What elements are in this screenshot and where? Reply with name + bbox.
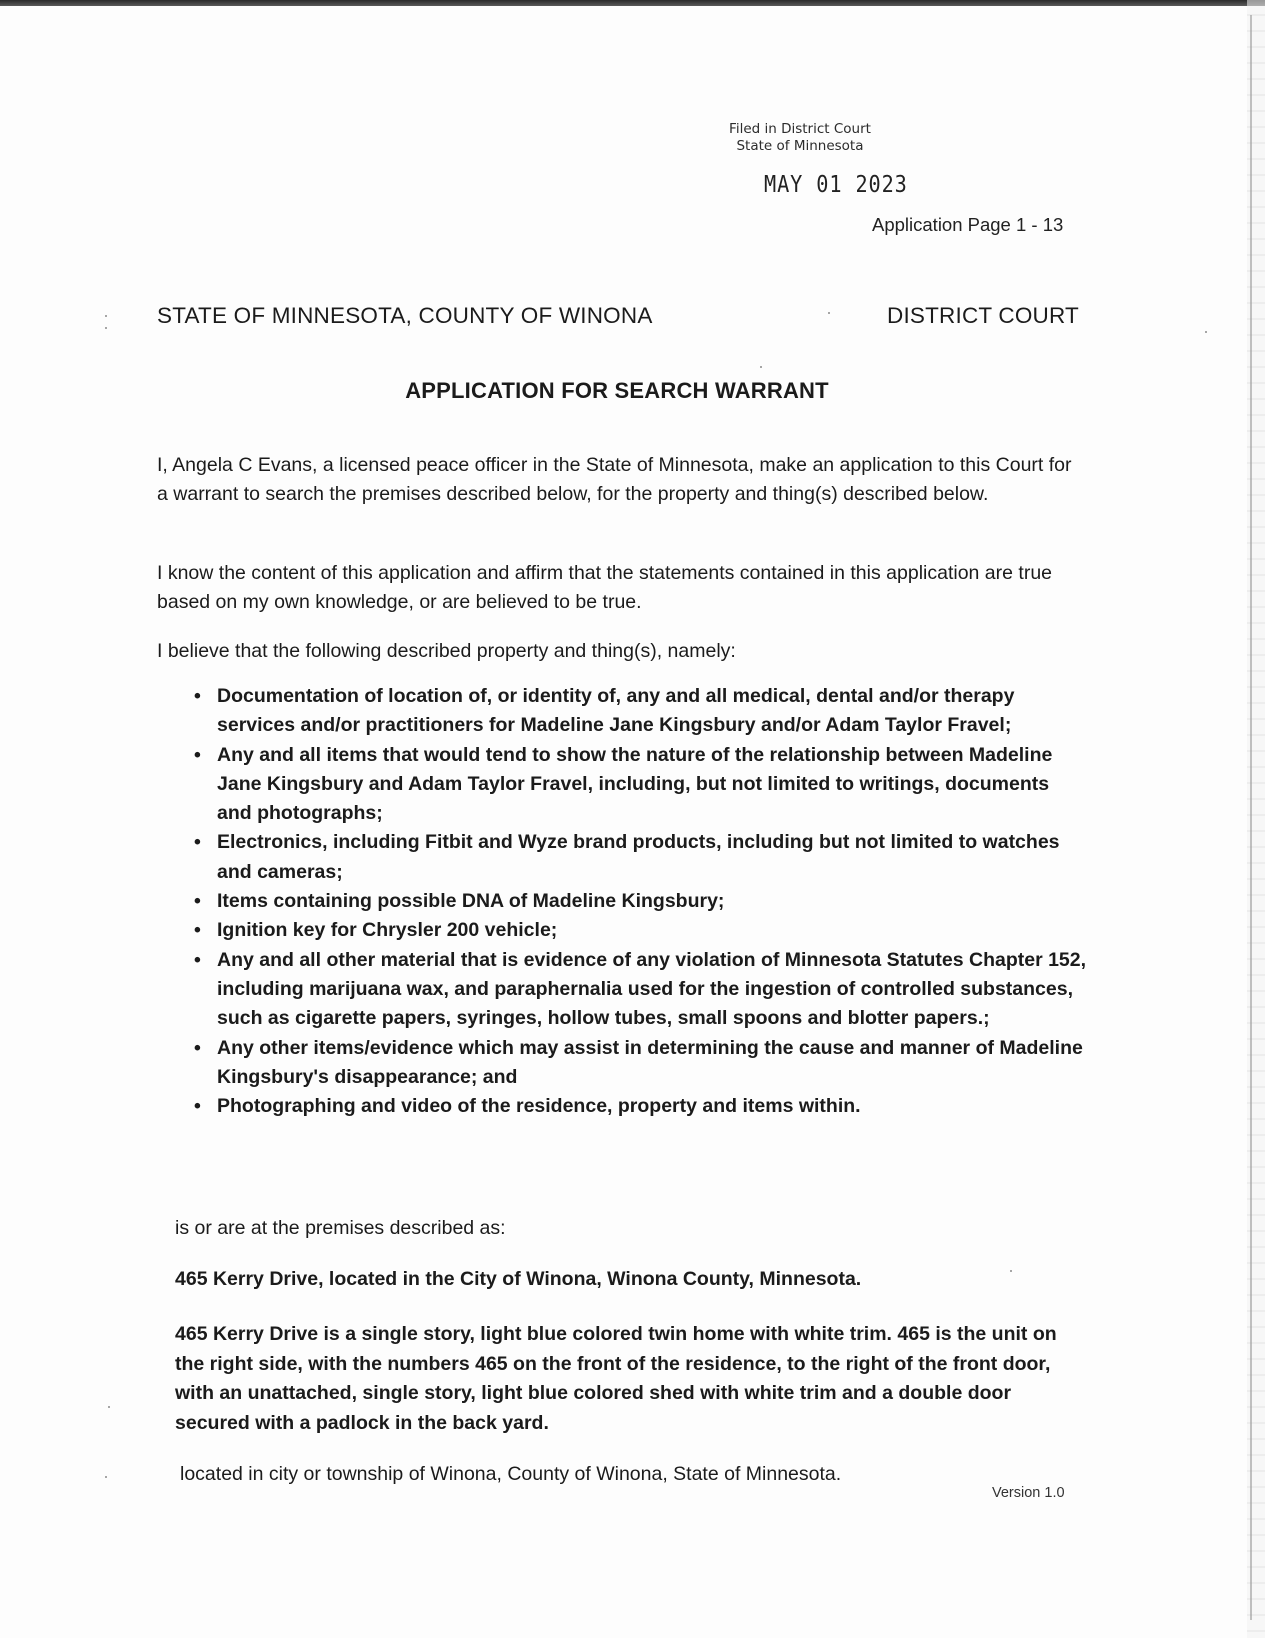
belief-paragraph: I believe that the following described property and thing(s), namely: [157, 640, 736, 662]
property-list [194, 682, 1087, 1121]
bullet-icon: • [194, 1095, 201, 1118]
list-item: • Any and all other material that is evidence of any violation of Minnesota Statutes Chapter 152, including marijuana wax, and paraphernalia used for the ingestion of controlled substances, such as cigarette papers, syringes, hollow tubes, small spoons and blotter papers.; [217, 946, 1087, 1034]
premises-intro: is or are at the premises described as: [175, 1217, 506, 1239]
stamp-line-2: State of Minnesota [736, 138, 864, 154]
bullet-icon: • [194, 948, 201, 971]
bullet-icon: • [194, 1036, 201, 1059]
scan-speck [1205, 331, 1207, 333]
list-item: • Items containing possible DNA of Madeline Kingsbury; [217, 887, 1087, 916]
affirmation-paragraph: I know the content of this application and affirm that the statements contained in this application are true based on my own knowledge, or are believed to be true. [157, 562, 1053, 613]
scan-speck [105, 1476, 107, 1478]
stamp-date: MAY 01 2023 [764, 172, 908, 198]
scan-fold-line [1250, 15, 1252, 1620]
scan-speck [828, 312, 830, 314]
premises-address: 465 Kerry Drive, located in the City of Winona, Winona County, Minnesota. [175, 1268, 862, 1290]
bullet-icon: • [194, 919, 201, 942]
scan-speck [760, 366, 762, 368]
scan-speck [105, 315, 107, 317]
location-line: located in city or township of Winona, County of Winona, State of Minnesota. [180, 1463, 842, 1485]
scan-edge-top [0, 0, 1265, 6]
scan-speck [108, 1406, 110, 1408]
stamp-line-1: Filed in District Court [729, 121, 871, 137]
document-title: APPLICATION FOR SEARCH WARRANT [405, 378, 829, 403]
scan-speck [105, 327, 107, 329]
version-label: Version 1.0 [992, 1485, 1065, 1501]
bullet-icon: • [194, 890, 201, 913]
court-header: DISTRICT COURT [887, 303, 1079, 328]
list-item: • Documentation of location of, or identity of, any and all medical, dental and/or therapy services and/or practitioners for Madeline Jane Kingsbury and/or Adam Taylor Fravel; [217, 682, 1087, 741]
list-item: • Ignition key for Chrysler 200 vehicle; [217, 916, 1087, 945]
list-item: • Photographing and video of the residence, property and items within. [217, 1092, 1087, 1121]
jurisdiction-header: STATE OF MINNESOTA, COUNTY OF WINONA [157, 303, 653, 328]
intro-paragraph: I, Angela C Evans, a licensed peace officer in the State of Minnesota, make an application to this Court for a warrant to search the premises described below, for the property and thing(s) described below. [157, 454, 1072, 505]
application-page-number: Application Page 1 - 13 [872, 214, 1064, 235]
scan-speck [1010, 1270, 1012, 1272]
list-item: • Any and all items that would tend to show the nature of the relationship between Madeline Jane Kingsbury and Adam Taylor Fravel, including, but not limited to writings, documents and photographs; [217, 741, 1087, 829]
premises-description: 465 Kerry Drive is a single story, light blue colored twin home with white trim. 465 is the unit on the right side, with the numbers 465 on the front of the residence, to the right of the front door, with an unattached, single story, light blue colored shed with white trim and a double door secured with a padlock in the back yard. [175, 1323, 1057, 1434]
list-item: • Any other items/evidence which may assist in determining the cause and manner of Madeline Kingsbury's disappearance; and [217, 1034, 1087, 1093]
filing-stamp [700, 121, 900, 155]
bullet-icon: • [194, 831, 201, 854]
bullet-icon: • [194, 743, 201, 766]
bullet-icon: • [194, 685, 201, 707]
list-item: • Electronics, including Fitbit and Wyze brand products, including but not limited to watches and cameras; [217, 828, 1087, 887]
